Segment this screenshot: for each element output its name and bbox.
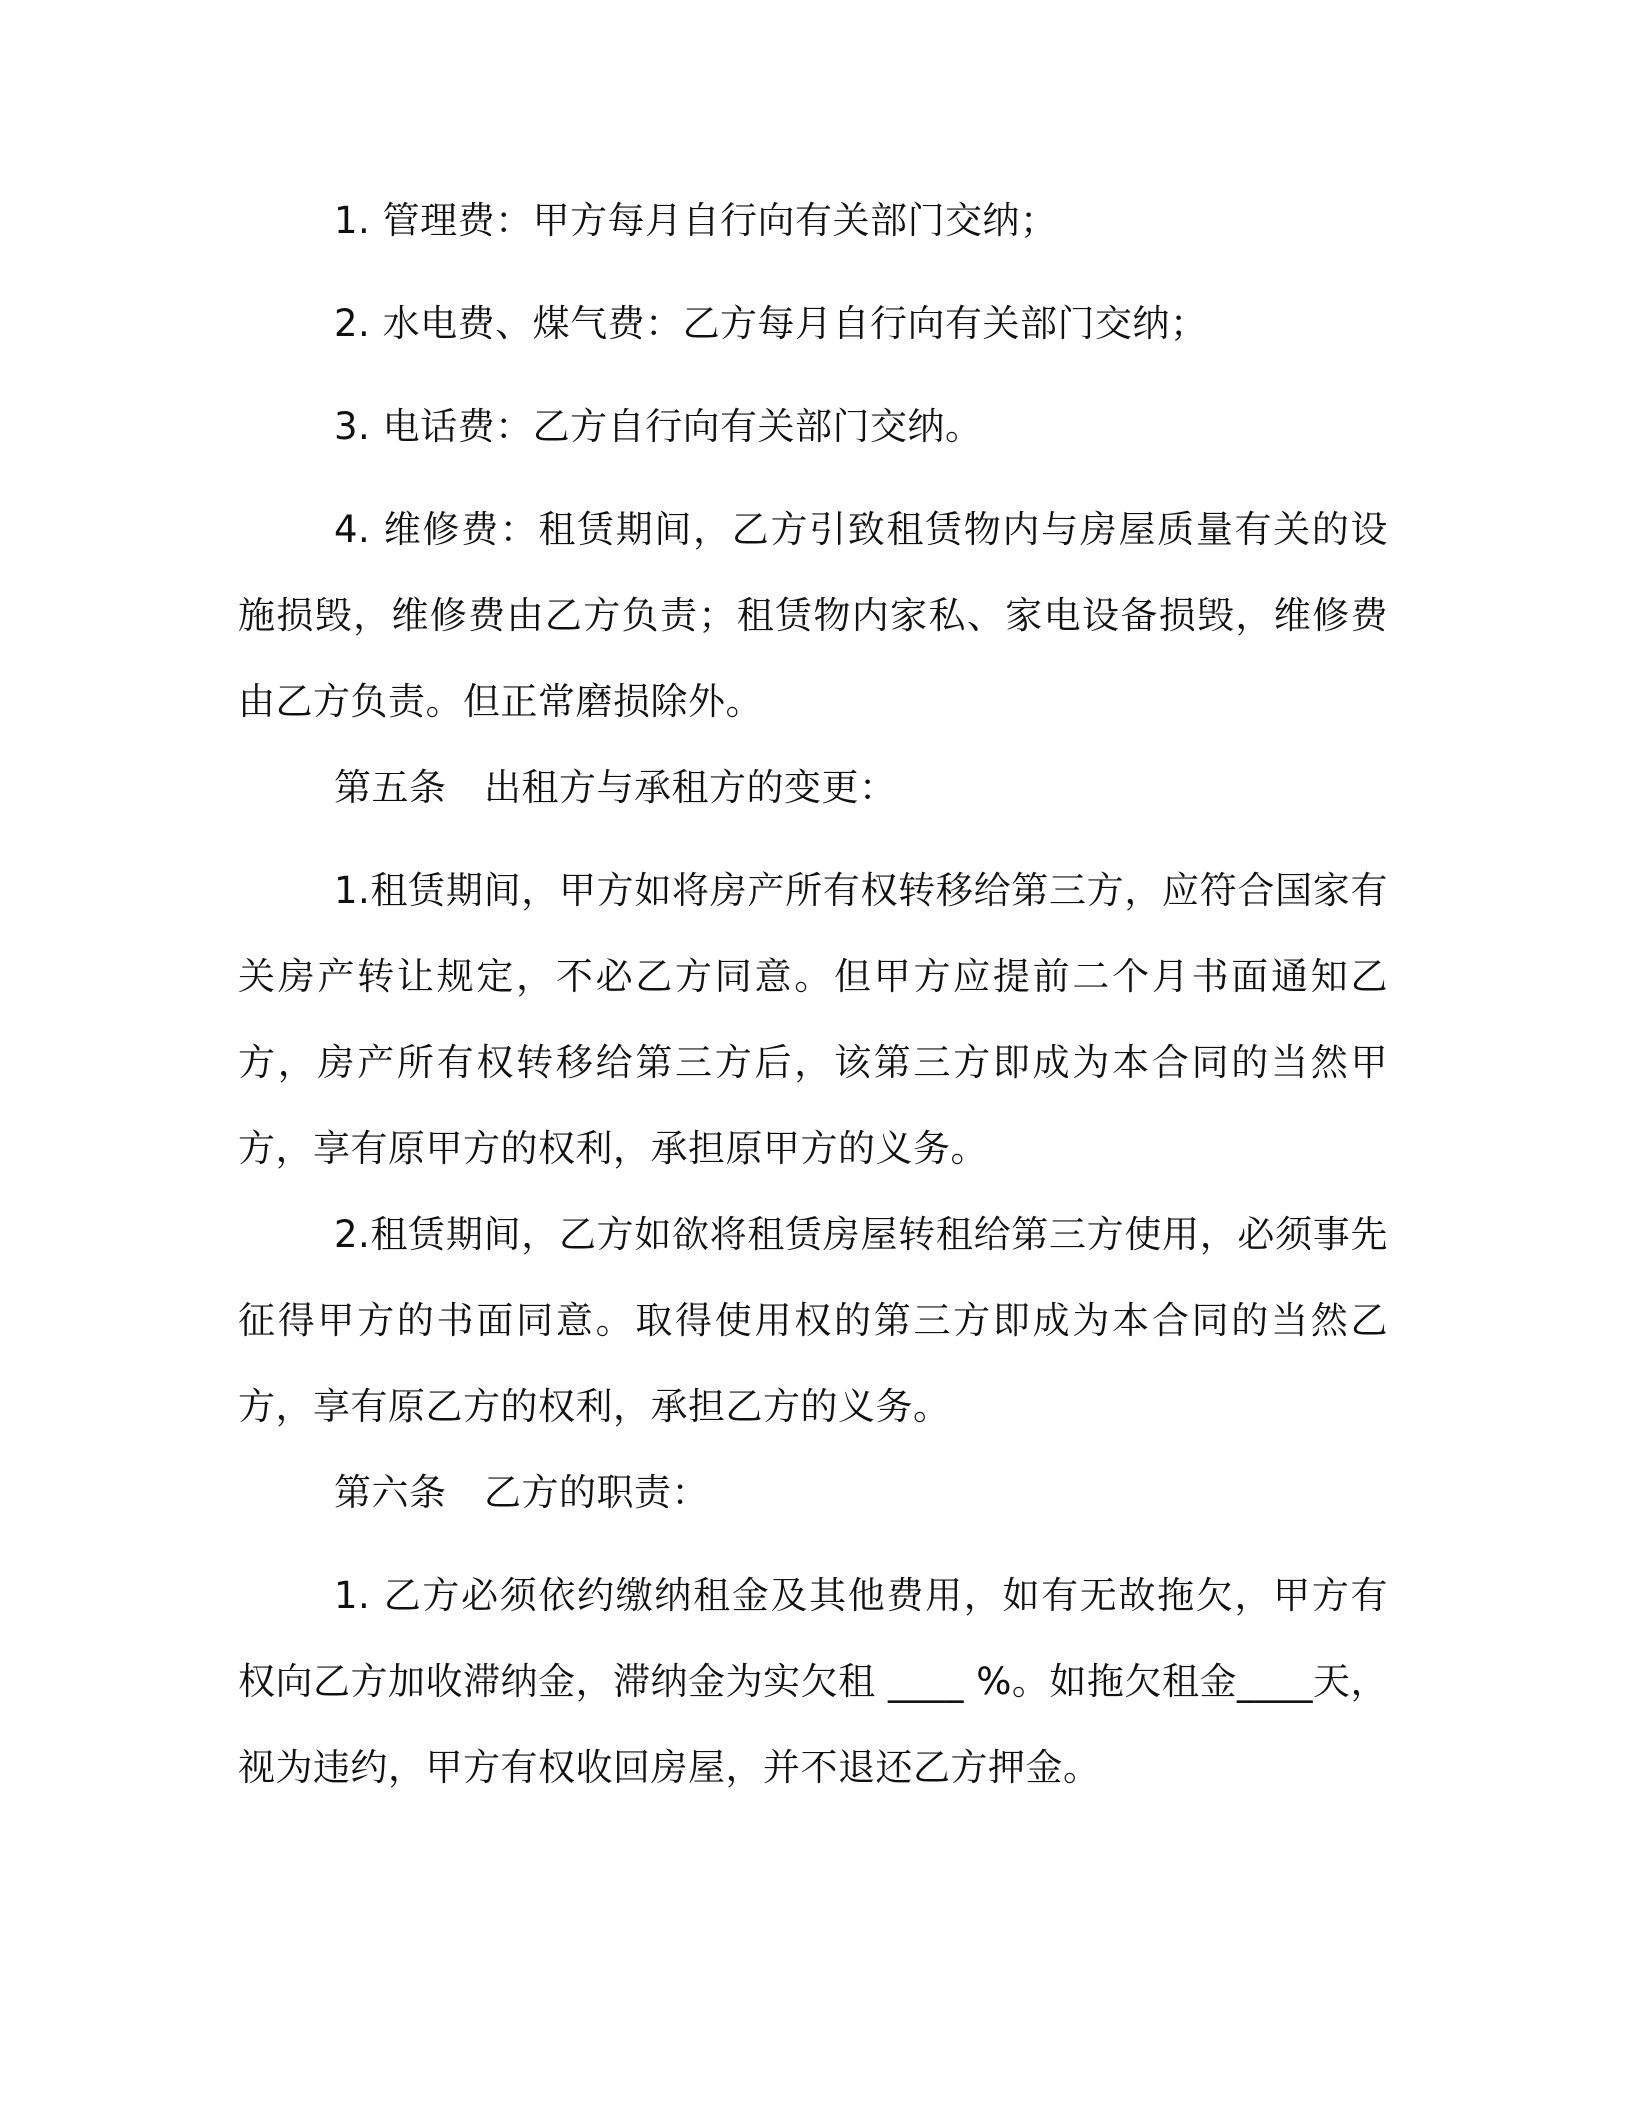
fee-item-telephone: 3. 电话费：乙方自行向有关部门交纳。: [334, 405, 983, 448]
article-5-heading: 第五条 出租方与承租方的变更：: [334, 766, 897, 809]
article-5-clause-2: 2.租赁期间，乙方如欲将租赁房屋转租给第三方使用，必须事先征得甲方的书面同意。取得使用权的第三方即成为本合同的当然乙方，享有原乙方的权利，承担乙方的义务。: [238, 1213, 1388, 1428]
fee-item-maintenance: 4. 维修费：租赁期间，乙方引致租赁物内与房屋质量有关的设施损毁，维修费由乙方负责；租赁物内家私、家电设备损毁，维修费由乙方负责。但正常磨损除外。: [238, 508, 1388, 723]
article-6-clause-1: 1. 乙方必须依约缴纳租金及其他费用，如有无故拖欠，甲方有权向乙方加收滞纳金，滞纳金为实欠租 ____ %。如拖欠租金____天，视为违约，甲方有权收回房屋，并不退还乙方押金。: [238, 1574, 1388, 1789]
fee-item-utilities: 2. 水电费、煤气费：乙方每月自行向有关部门交纳；: [334, 302, 1208, 345]
article-6-heading: 第六条 乙方的职责：: [334, 1471, 709, 1514]
article-5-clause-1: 1.租赁期间，甲方如将房产所有权转移给第三方，应符合国家有关房产转让规定，不必乙方同意。但甲方应提前二个月书面通知乙方，房产所有权转移给第三方后，该第三方即成为本合同的当然甲方，享有原甲方的权利，承担原甲方的义务。: [238, 869, 1388, 1170]
fee-item-management: 1. 管理费：甲方每月自行向有关部门交纳；: [334, 199, 1058, 242]
